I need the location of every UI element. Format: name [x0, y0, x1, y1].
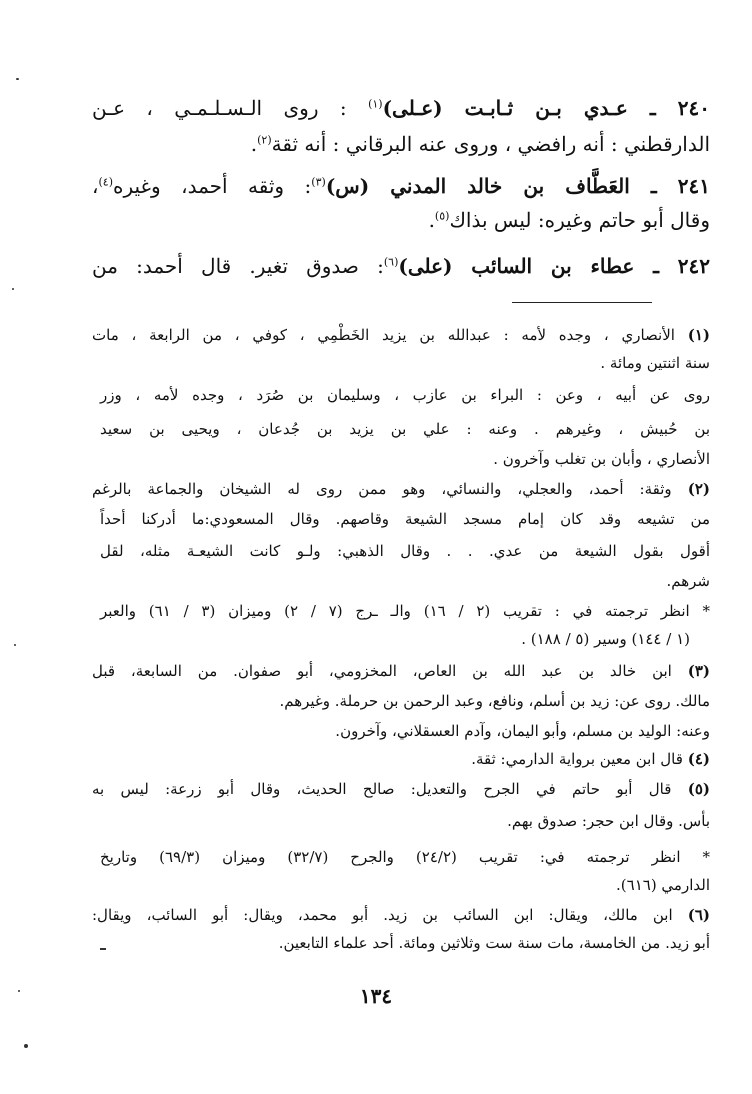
footnote-1-line: (١) الأنصاري ، وجده لأمه : عبدالله بن يزيد الخَطْمِي ، كوفي ، من الرابعة ، مات	[92, 326, 710, 344]
entry-241-text2: وقال أبو حاتم وغيره: ليس بذاك	[449, 208, 710, 232]
scan-speck	[16, 78, 19, 80]
scan-speck	[12, 288, 14, 290]
scan-speck	[100, 948, 106, 950]
page-number: ١٣٤	[359, 984, 393, 1008]
footnote-4-line: (٤) قال ابن معين برواية الدارمي: ثقة.	[471, 750, 710, 768]
footnote-ref: (٦)	[383, 255, 399, 269]
footnote-1-line: روى عن أبيه ، وعن : البراء بن عازب ، وسليمان بن صُرَد ، وجده لأمه ، وزر	[100, 386, 710, 404]
entry-242-heading: ٢٤٢ ـ عطاء بن السائب (على)	[398, 254, 711, 278]
entry-240-line2: الدارقطني : أنه رافضي ، وروى عنه البرقاني : أنه ثقة$^{(٢)}$.	[250, 132, 710, 156]
entry-242-text: : صدوق تغير. قال أحمد: من	[92, 254, 384, 278]
footnote-ref: (٣)	[311, 175, 326, 189]
footnote-ref: (٥)	[434, 209, 450, 223]
footnote-3-line: (٣) ابن خالد بن عبد الله بن العاص، المخزومي، أبو صفوان. من السابعة، قبل	[92, 662, 710, 680]
footnote-1-line: سنة اثنتين ومائة .	[600, 354, 710, 372]
entry-241-text: : وثقه أحمد، وغيره	[112, 174, 312, 198]
footnote-5-line: * انظر ترجمته في: تقريب (٢٤/٢) والجرح (٣٢/٧) وميزان (٦٩/٣) وتاريخ	[100, 848, 710, 866]
footnote-4-number: (٤)	[687, 750, 710, 768]
footnote-2-line: (٢) وثقة: أحمد، والعجلي، والنسائي، وهو ممن روى له الشيخان والجماعة بالرغم	[92, 480, 710, 498]
footnote-separator	[512, 302, 652, 303]
entry-242-line1	[92, 252, 710, 280]
footnote-1-line: بن حُبيش ، وغيرهم . وعنه : علي بن يزيد بن جُدعان ، ويحيى بن سعيد	[100, 420, 710, 438]
footnote-6-number: (٦)	[687, 906, 710, 924]
footnote-2-line: (١ / ١٤٤) وسير (٥ / ١٨٨) .	[521, 630, 690, 648]
scan-speck	[14, 644, 16, 646]
footnote-ref: (٢)	[257, 133, 272, 147]
footnote-5-line: الدارمي (٦١٦).	[616, 876, 710, 894]
footnote-6-line: (٦) ابن مالك، ويقال: ابن السائب بن زيد. أبو محمد، ويقال: أبو السائب، ويقال:	[92, 906, 710, 924]
footnote-5-line: (٥) قال أبو حاتم في الجرح والتعديل: صالح الحديث، وقال أبو زرعة: ليس به	[92, 780, 710, 798]
entry-240-text: : روى الـسـلـمـي ، عـن	[92, 96, 369, 120]
footnote-3-line: مالك. روى عن: زيد بن أسلم، ونافع، وعبد الرحمن بن حرملة. وغيرهم.	[279, 692, 710, 710]
entry-240-heading: ٢٤٠ ـ عـدي بـن ثـابـت (عـلى)	[382, 96, 710, 120]
footnote-2-line: أقول بقول الشيعة من عدي. . . وقال الذهبي: ولـو كانت الشيعـة مثله، لقل	[100, 542, 710, 560]
entry-240-line1	[92, 94, 710, 122]
footnote-ref: (١)	[368, 97, 383, 111]
footnote-2-line: من تشيعه وقد كان إمام مسجد الشيعة وقاصهم. وقال المسعودي:ما أدركنا أحداً	[100, 510, 710, 528]
footnote-2-line: * انظر ترجمته في : تقريب (٢ / ١٦) والـ ـرج (٧ / ٢) وميزان (٣ / ٦١) والعبر	[100, 602, 710, 620]
footnote-1-line: الأنصاري ، وأبان بن تغلب وآخرون .	[493, 450, 710, 468]
footnote-3-number: (٣)	[687, 662, 710, 680]
entry-240-text2: الدارقطني : أنه رافضي ، وروى عنه البرقاني : أنه ثقة	[271, 132, 710, 156]
footnote-5-line: بأس. وقال ابن حجر: صدوق بهم.	[507, 812, 710, 830]
footnote-2-number: (٢)	[687, 480, 710, 498]
entry-241-heading: ٢٤١ ـ العَطَّاف بن خالد المدني (س)	[325, 174, 710, 198]
footnote-5-number: (٥)	[687, 780, 710, 798]
scan-speck	[18, 990, 20, 992]
footnote-1-number: (١)	[687, 326, 710, 344]
footnote-3-line: وعنه: الوليد بن مسلم، وأبو اليمان، وآدم العسقلاني، وآخرون.	[335, 722, 710, 740]
footnote-ref: (٤)	[98, 175, 113, 189]
entry-241-line2: وقال أبو حاتم وغيره: ليس بذاك$^{(٥)}$.	[428, 208, 710, 232]
entry-241-line1: ٢٤١ ـ العَطَّاف بن خالد المدني (س)$^{(٣)}$: وثقه أحمد، وغيره$^{(٤)}$،	[92, 174, 710, 198]
footnote-6-line: أبو زيد. من الخامسة، مات سنة ست وثلاثين ومائة. أحد علماء التابعين.	[278, 934, 710, 952]
footnote-2-line: شرهم.	[666, 572, 710, 590]
scan-speck	[24, 1044, 28, 1048]
